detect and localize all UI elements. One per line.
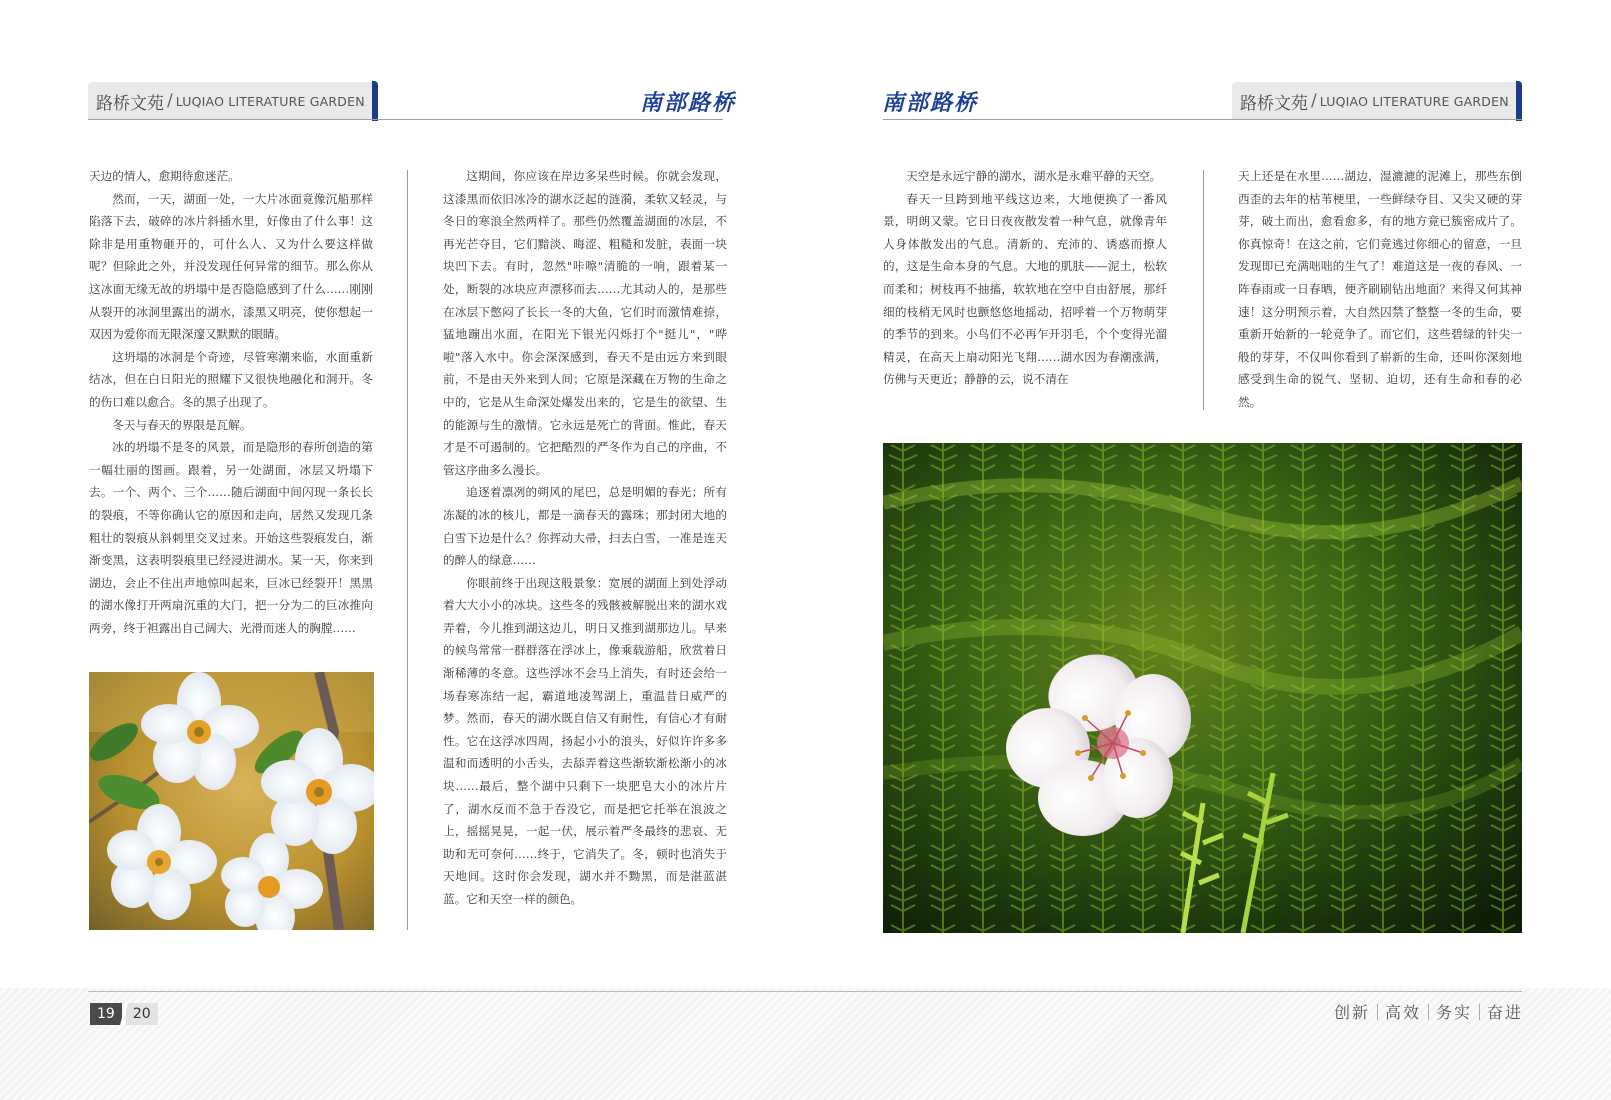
paragraph: 这期间，你应该在岸边多呆些时候。你就会发现，这漆黑而依旧冰冷的湖水泛起的涟漪，柔软又轻灵，与冬日的寒浪全然两样了。那些仍然覆盖湖面的冰层，不再光芒夺目，它们黯淡、晦涩、粗糙和发脏，表面一块块凹下去。有时，忽然"咔嚓"清脆的一响，跟着某一处，断裂的冰块应声漂移而去……尤其动人的，是那些在冰层下憋闷了长长一冬的大鱼，它们时而激情难捺，猛地蹦出水面，在阳光下银光闪烁打个"挺儿"，"哗啦"落入水中。你会深深感到，春天不是由远方来到眼前，不是由天外来到人间；它原是深藏在万物的生命之中的，它是从生命深处爆发出来的，它是生的欲望、生的能源与生的激情。它永远是死亡的背面。惟此，春天才是不可遏制的。它把酷烈的严冬作为自己的序曲，不管这序曲多么漫长。 xyxy=(443,169,727,477)
paragraph: 你眼前终于出现这般景象：宽展的湖面上到处浮动着大大小小的冰块。这些冬的残骸被解脱出来的湖水戏弄着，今儿推到湖这边儿，明日又推到湖那边儿。早来的候鸟常常一群群落在浮冰上，像乘载游船，欣赏着日渐稀薄的冬意。这些浮冰不会马上消失，有时还会给一场春寒冻结一起，霸道地凌驾湖上，重温昔日威严的梦。然而，春天的湖水既自信又有耐性，有信心才有耐性。它在这浮冰四周，扬起小小的浪头，好似许许多多温和而透明的小舌头，去舔弄着这些渐软渐松渐小的冰块……最后，整个湖中只剩下一块肥皂大小的冰片片了，湖水反而不急于吞没它，而是把它托举在浪波之上，摇摇晃晃，一起一伏，展示着严冬最终的悲哀、无助和无可奈何……终于，它消失了。冬，顿时也消失于天地间。这时你会发现，湖水并不黝黑，而是湛蓝湛蓝。它和天空一样的颜色。 xyxy=(443,575,727,906)
column-divider xyxy=(407,170,408,930)
paragraph: 这坍塌的冰洞是个奇迹，尽管寒潮来临，水面重新结冰，但在白日阳光的照耀下又很快地融化和洞开。冬的伤口难以愈合。冬的黑子出现了。 xyxy=(89,349,373,409)
section-tab-left xyxy=(88,82,378,120)
motto-word: 奋进 xyxy=(1486,1003,1523,1022)
paragraph: 天边的情人，愈期待愈迷茫。 xyxy=(89,169,240,183)
section-title-cn: 路桥文苑 xyxy=(96,93,164,114)
tab-accent-bar xyxy=(1516,81,1522,121)
section-tab-right xyxy=(1232,82,1522,120)
left-page-column-1 xyxy=(89,165,373,639)
paragraph: 天上还是在水里……湖边，湿漉漉的泥滩上，那些东倒西歪的去年的枯苇梗里，一些鲜绿夺目、又尖又硬的芽芽，破土而出，愈看愈多，有的地方竟已簇密成片了。你真惊奇！在这之前，它们竟逃过你细心的留意，一旦发现即已充满咄咄的生气了！难道这是一夜的春风、一阵春雨或一日春晒，便齐刷刷钻出地面？来得又何其神速！这分明预示着，大自然囚禁了整整一冬的生命，要重新开始新的一轮竞争了。而它们，这些碧绿的针尖一般的芽芽，不仅叫你看到了崭新的生命，还叫你深刻地感受到生命的锐气、坚韧、迫切，还有生命和春的必然。 xyxy=(1238,169,1522,409)
header-rule-left xyxy=(88,119,723,120)
footer-rule xyxy=(88,991,1522,992)
paragraph: 冬天与春天的界限是瓦解。 xyxy=(112,417,252,432)
page-numbers xyxy=(90,1003,158,1025)
right-page-column-1 xyxy=(883,165,1167,391)
motto-divider xyxy=(1377,1004,1378,1020)
footer-motto xyxy=(1334,1000,1523,1023)
magazine-logo-right: 南部路桥 xyxy=(882,90,979,116)
paragraph: 天空是永远宁静的湖水，湖水是永难平静的天空。 xyxy=(906,169,1162,183)
page-number-left: 19 xyxy=(90,1003,122,1025)
motto-word: 创新 xyxy=(1333,1003,1370,1022)
photo-blossom-on-cypress xyxy=(883,443,1522,933)
section-slash: / xyxy=(167,91,173,111)
motto-word: 高效 xyxy=(1384,1003,1421,1022)
motto-divider xyxy=(1428,1004,1429,1020)
right-page-column-2 xyxy=(1238,165,1522,414)
motto-word: 务实 xyxy=(1435,1003,1472,1022)
paragraph: 追逐着凛冽的朔风的尾巴，总是明媚的春光；所有冻凝的冰的核儿，都是一滴春天的露珠；那封闭大地的白雪下边是什么？你挥动大帚，扫去白雪，一准是连天的醉人的绿意…… xyxy=(443,485,727,568)
column-divider xyxy=(1203,170,1204,410)
page-number-right: 20 xyxy=(126,1003,158,1025)
section-title-en: LUQIAO LITERATURE GARDEN xyxy=(1319,93,1509,109)
left-page-column-2 xyxy=(443,165,727,911)
tab-accent-bar xyxy=(372,81,378,121)
header-rule-right xyxy=(883,119,1522,120)
motto-divider xyxy=(1479,1004,1480,1020)
paragraph: 然而，一天，湖面一处，一大片冰面竟像沉船那样陷落下去，破碎的冰片斜插水里，好像由了什么事！这除非是用重物砸开的，可什么人、又为什么要这样做呢？但除此之外，并没发现任何异常的细节。那么你从这冰面无缘无故的坍塌中是否隐隐感到了什么……刚刚从裂开的冰洞里露出的湖水，漆黑又明亮，使你想起一双因为爱你而无限深邃又默默的眼睛。 xyxy=(89,191,373,342)
photo-white-blossoms xyxy=(89,672,374,930)
section-slash: / xyxy=(1311,91,1317,111)
section-title-cn: 路桥文苑 xyxy=(1240,93,1308,114)
paragraph: 冰的坍塌不是冬的风景，而是隐形的春所创造的第一幅壮丽的图画。跟着，另一处湖面，冰层又坍塌下去。一个、两个、三个……随后湖面中间闪现一条长长的裂痕，不等你确认它的原因和走向，居然又发现几条粗壮的裂痕从斜刺里交叉过来。开始这些裂痕发白，渐渐变黑，这表明裂痕里已经浸进湖水。某一天，你来到湖边，会止不住出声地惊叫起来，巨冰已经裂开！黑黑的湖水像打开两扇沉重的大门，把一分为二的巨冰推向两旁，终于袒露出自己阔大、光滑而迷人的胸膛…… xyxy=(89,440,373,635)
paragraph: 春天一旦跨到地平线这边来，大地便换了一番风景，明朗又蒙。它日日夜夜散发着一种气息，就像青年人身体散发出的气息。清新的、充沛的、诱惑而撩人的，这是生命本身的气息。大地的肌肤——泥土，松软而柔和；树枝再不抽搐，软软地在空中自由舒展，那纤细的枝梢无风时也颤悠悠地摇动，招呼着一个万物萌芽的季节的到来。小鸟们不必再乍开羽毛，个个变得光溜精灵，在高天上扇动阳光飞翔……湖水因为春潮涨满，仿佛与天更近；静静的云，说不清在 xyxy=(883,191,1167,387)
magazine-logo-left: 南部路桥 xyxy=(640,90,737,116)
section-title-en: LUQIAO LITERATURE GARDEN xyxy=(175,93,365,109)
